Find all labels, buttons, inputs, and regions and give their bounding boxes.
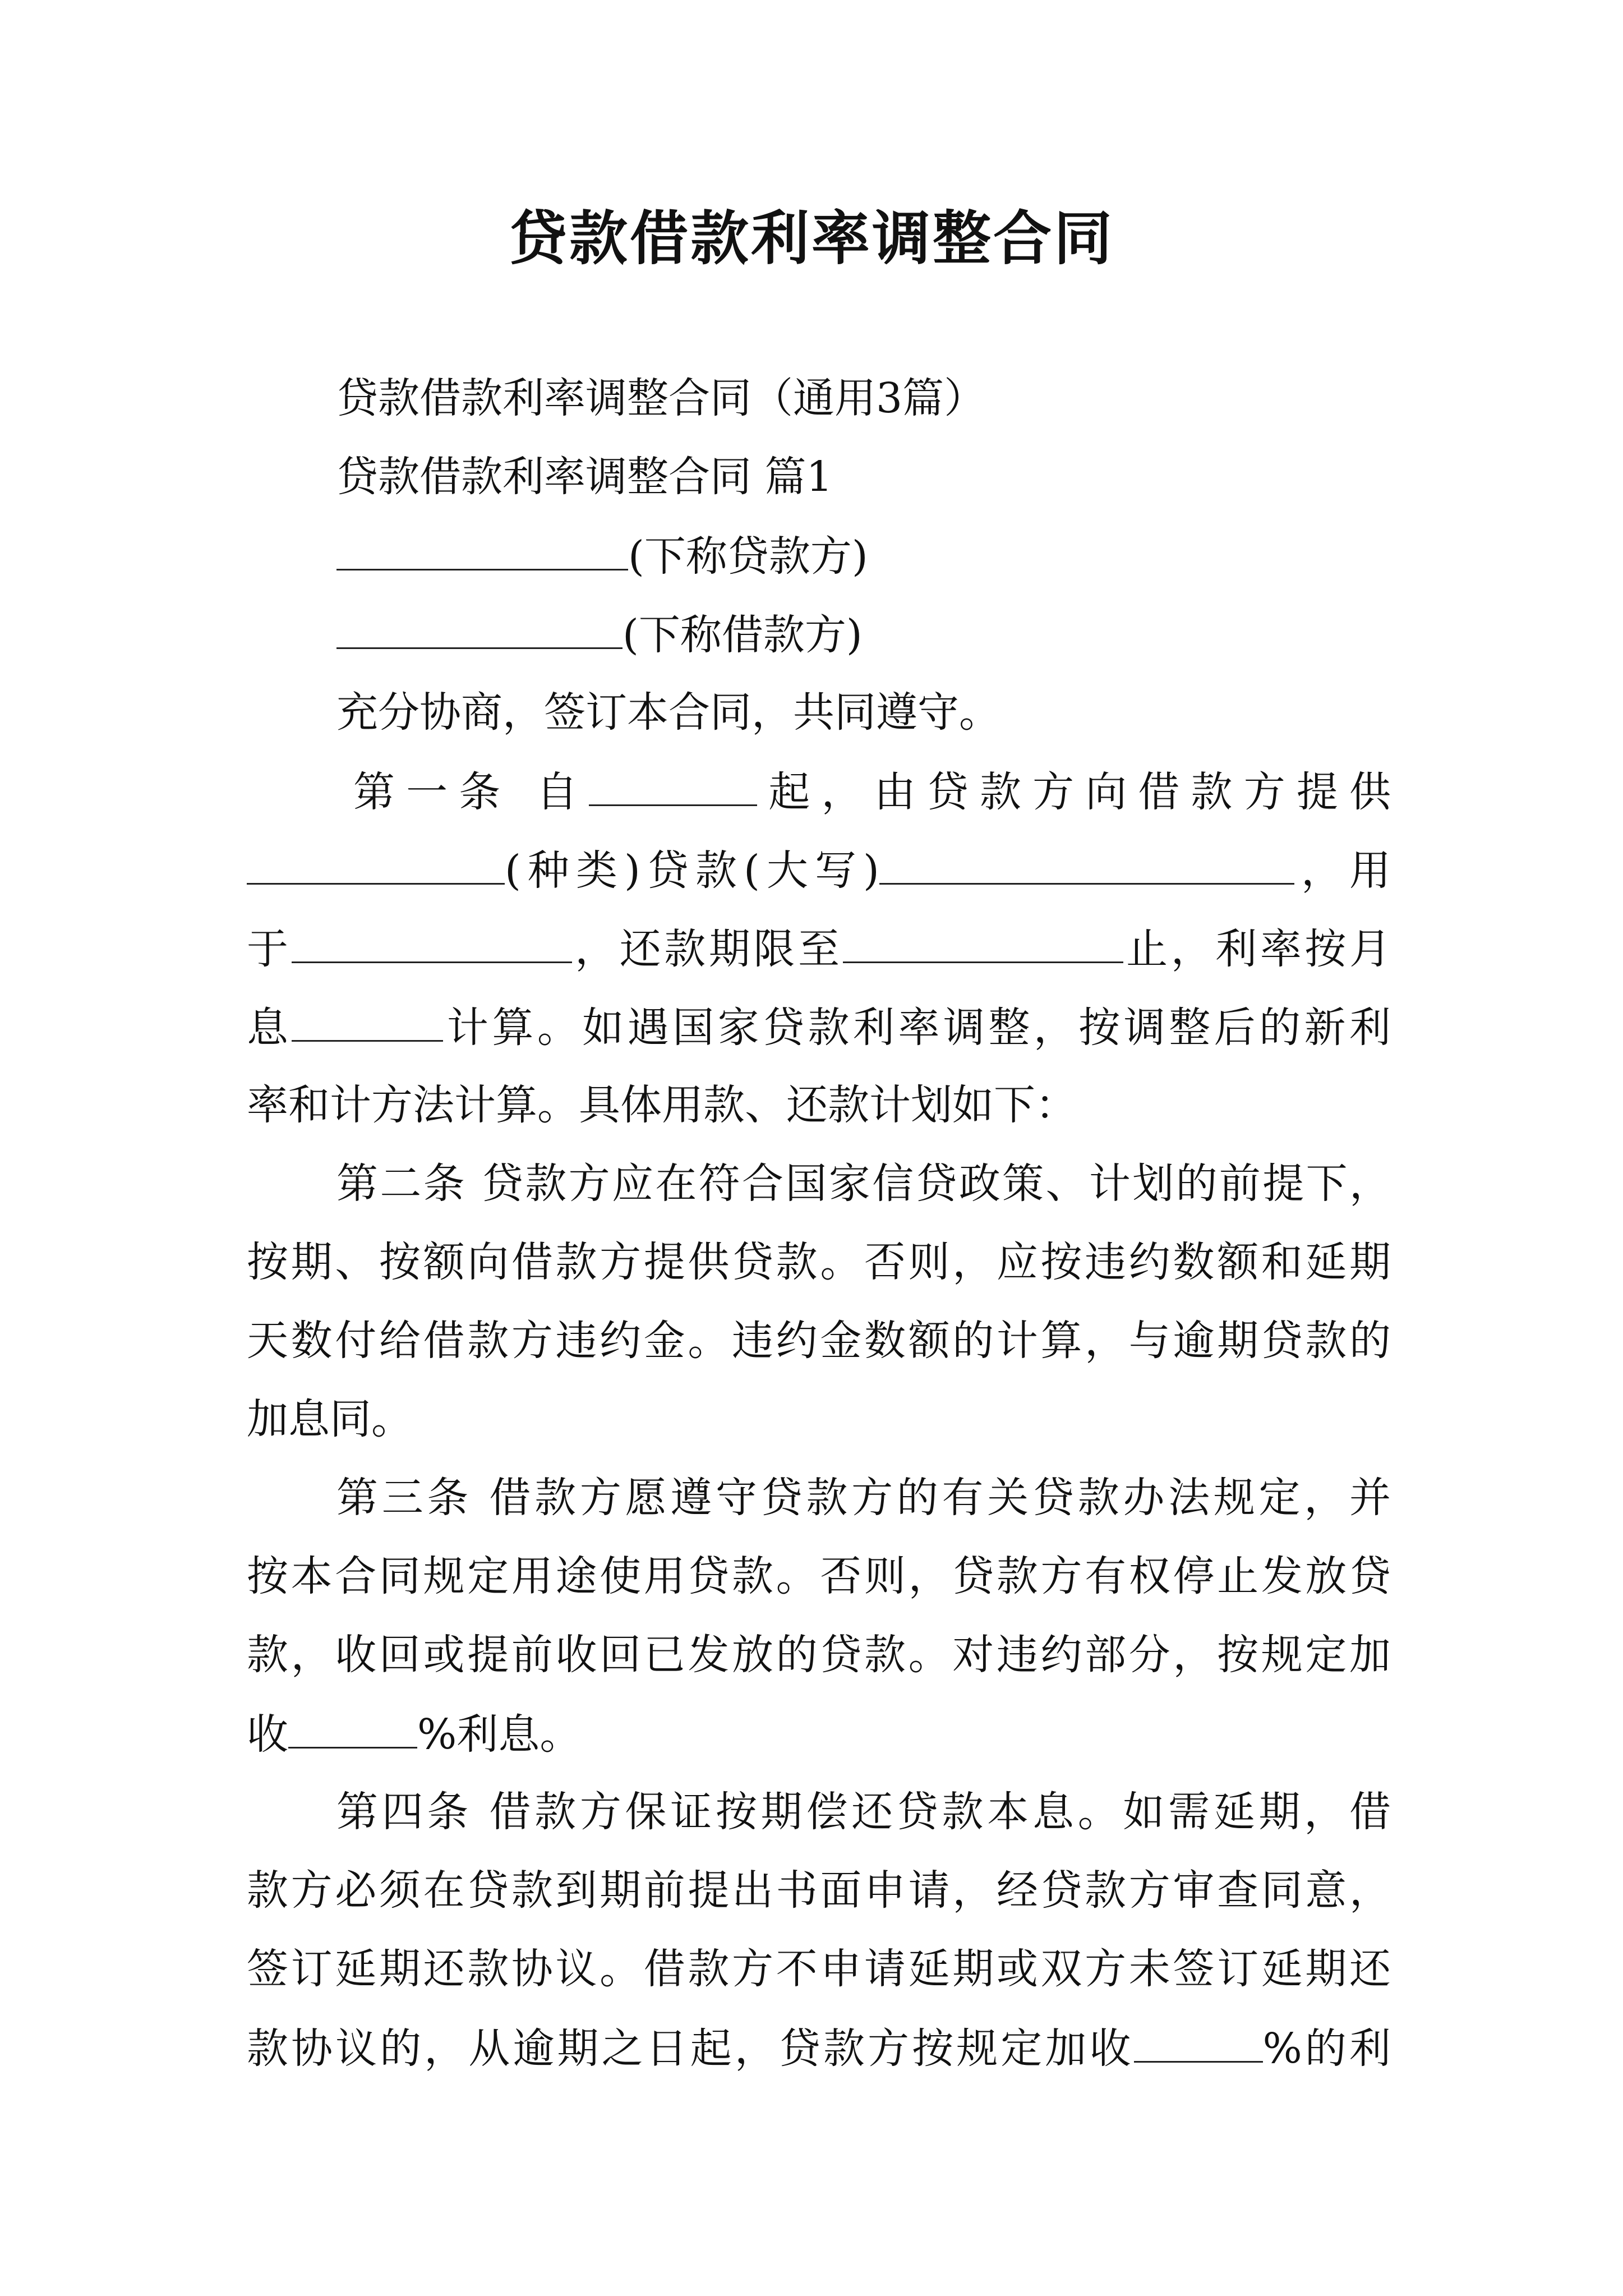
article-4-line-3: 签订延期还款协议。借款方不申请延期或双方未签订延期还 xyxy=(247,1945,1391,1993)
monthly-rate-blank xyxy=(292,999,443,1042)
article-1-line-1: 第一条 自 起，由贷款方向借款方提供 xyxy=(353,763,1391,820)
article-1-line-4: 息 计算。如遇国家贷款利率调整，按调整后的新利 xyxy=(247,999,1391,1056)
article-1-line-2: (种类)贷款(大写) ，用 xyxy=(247,841,1391,899)
repayment-deadline-blank xyxy=(843,920,1123,963)
article-4-line-1: 第四条 借款方保证按期偿还贷款本息。如需延期，借 xyxy=(336,1788,1391,1836)
purpose-blank xyxy=(292,920,572,963)
article-1-line-5: 率和计方法计算。具体用款、还款计划如下： xyxy=(247,1081,1077,1129)
section-heading: 贷款借款利率调整合同 篇1 xyxy=(336,453,833,501)
article-2-line-4: 加息同。 xyxy=(247,1395,413,1443)
lender-blank xyxy=(336,527,628,570)
article-4-line-2: 款方必须在贷款到期前提出书面申请，经贷款方审查同意， xyxy=(247,1866,1391,1915)
article-2-line-1: 第二条 贷款方应在符合国家信贷政策、计划的前提下， xyxy=(336,1159,1391,1208)
article-4-line-4: 款协议的，从逾期之日起，贷款方按规定加收 %的利 xyxy=(247,2019,1391,2077)
penalty-rate-blank xyxy=(288,1705,417,1749)
article-3-line-3: 款，收回或提前收回已发放的贷款。对违约部分，按规定加 xyxy=(247,1631,1391,1679)
agreement-line: 充分协商，签订本合同，共同遵守。 xyxy=(336,688,1000,737)
lender-line: (下称贷款方) xyxy=(336,527,1391,585)
borrower-blank xyxy=(336,606,623,649)
article-2-line-2: 按期、按额向借款方提供贷款。否则，应按违约数额和延期 xyxy=(247,1238,1391,1286)
article-1-line-3: 于 ，还款期限至 止，利率按月 xyxy=(247,920,1391,977)
subtitle-line: 贷款借款利率调整合同（通用3篇） xyxy=(336,374,986,422)
borrower-line: (下称借款方) xyxy=(336,606,1391,663)
article-2-line-3: 天数付给借款方违约金。违约金数额的计算，与逾期贷款的 xyxy=(247,1317,1391,1365)
article-3-line-2: 按本合同规定用途使用贷款。否则，贷款方有权停止发放贷 xyxy=(247,1552,1391,1600)
document-title: 贷款借款利率调整合同 xyxy=(508,204,1114,273)
overdue-rate-blank xyxy=(1134,2019,1263,2063)
amount-blank xyxy=(879,841,1294,885)
start-date-blank xyxy=(589,763,757,806)
loan-type-blank xyxy=(247,841,505,885)
article-3-line-4: 收 %利息。 xyxy=(247,1705,1391,1763)
article-3-line-1: 第三条 借款方愿遵守贷款方的有关贷款办法规定，并 xyxy=(336,1474,1391,1522)
